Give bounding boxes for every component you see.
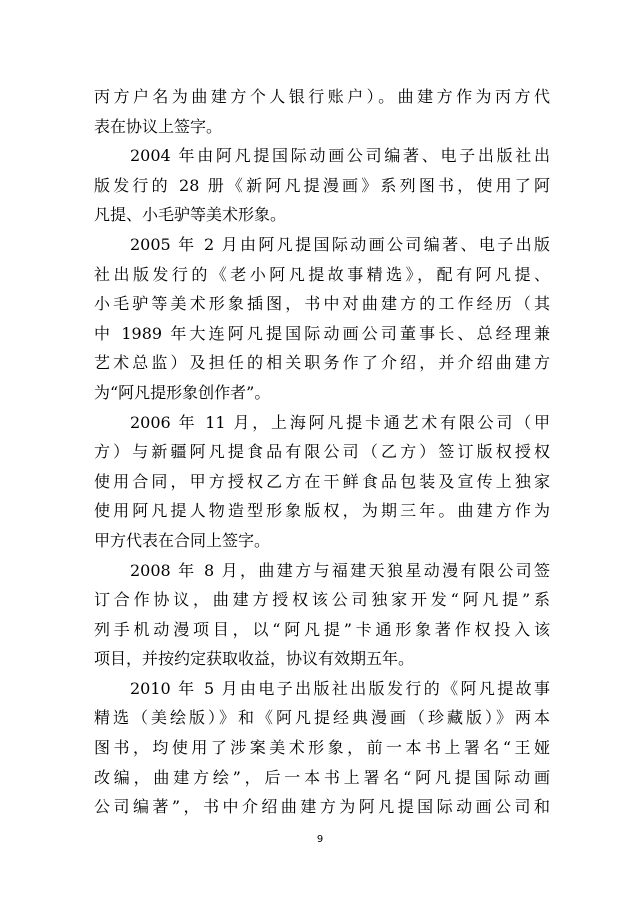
text-line: 精选（美绘版）》和《阿凡提经典漫画（珍藏版）》两本	[94, 708, 550, 728]
text-line: 2004 年由阿凡提国际动画公司编著、电子出版社出	[130, 146, 550, 166]
text-line: 小毛驴等美术形象插图，书中对曲建方的工作经历（其	[94, 294, 550, 314]
text-line: 2005 年 2 月由阿凡提国际动画公司编著、电子出版	[130, 234, 550, 254]
text-line: 丙方户名为曲建方个人银行账户）。曲建方作为丙方代	[94, 87, 550, 106]
text-line: 表在协议上签字。	[94, 116, 223, 136]
text-line: 公司编著”，书中介绍曲建方为阿凡提国际动画公司和	[94, 797, 550, 817]
text-line: 版发行的 28 册《新阿凡提漫画》系列图书，使用了阿	[94, 175, 550, 195]
page-number: 9	[316, 834, 324, 845]
text-line: 凡提、小毛驴等美术形象。	[94, 205, 287, 225]
text-line: 中 1989 年大连阿凡提国际动画公司董事长、总经理兼	[94, 323, 550, 343]
text-line: 使用阿凡提人物造型形象版权，为期三年。曲建方作为	[94, 501, 550, 521]
text-line: 项目，并按约定获取收益，协议有效期五年。	[94, 649, 415, 669]
body-text	[94, 82, 550, 822]
text-line: 艺术总监）及担任的相关职务作了介绍，并介绍曲建方	[94, 353, 550, 373]
text-line: 社出版发行的《老小阿凡提故事精选》，配有阿凡提、	[94, 264, 550, 284]
text-line: 方）与新疆阿凡提食品有限公司（乙方）签订版权授权	[94, 442, 550, 462]
text-line: 列手机动漫项目，以“阿凡提”卡通形象著作权投入该	[94, 619, 550, 639]
text-line: 使用合同，甲方授权乙方在干鲜食品包装及宣传上独家	[94, 471, 550, 491]
text-line: 2010 年 5 月由电子出版社出版发行的《阿凡提故事	[130, 678, 550, 698]
text-line: 订合作协议，曲建方授权该公司独家开发“阿凡提”系	[94, 590, 550, 610]
text-line: 为“阿凡提形象创作者”。	[94, 382, 271, 402]
text-line: 甲方代表在合同上签字。	[94, 530, 271, 550]
text-line: 2006 年 11 月，上海阿凡提卡通艺术有限公司（甲	[130, 412, 550, 432]
text-line: 2008 年 8 月，曲建方与福建天狼星动漫有限公司签	[130, 560, 550, 580]
text-line: 图书，均使用了涉案美术形象，前一本书上署名“王娅	[94, 738, 550, 758]
text-line: 改编，曲建方绘”，后一本书上署名“阿凡提国际动画	[94, 767, 550, 787]
